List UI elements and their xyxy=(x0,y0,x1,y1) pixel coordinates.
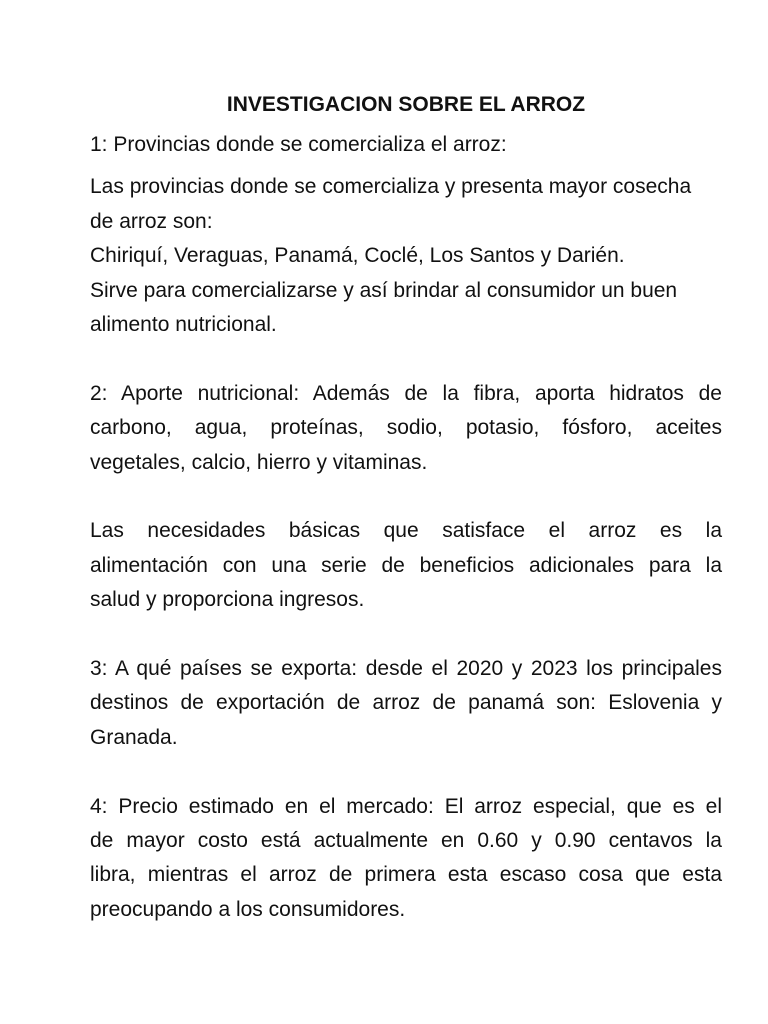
section-1-heading: 1: Provincias donde se comercializa el arroz: xyxy=(90,133,507,156)
paragraph-line: 4: Precio estimado en el mercado: El arroz especial, que es el xyxy=(90,794,722,818)
section-3-body xyxy=(90,652,722,755)
paragraph-line: 3: A qué países se exporta: desde el 2020 y 2023 los principales xyxy=(90,657,722,681)
document-title: INVESTIGACION SOBRE EL ARROZ xyxy=(226,93,586,116)
spacer xyxy=(90,162,722,170)
spacer xyxy=(90,342,722,376)
needs-paragraph xyxy=(90,514,722,617)
paragraph-line: 2: Aporte nutricional: Además de la fibra, aporta hidratos de xyxy=(90,381,722,405)
paragraph-line: de arroz son: xyxy=(90,209,213,233)
paragraph-line: carbono, agua, proteínas, sodio, potasio, fósforo, aceites xyxy=(90,416,722,440)
spacer xyxy=(90,480,722,514)
paragraph-line: destinos de exportación de arroz de panamá son: Eslovenia y xyxy=(90,691,722,715)
document-page xyxy=(90,88,722,927)
paragraph-line: preocupando a los consumidores. xyxy=(90,897,406,921)
paragraph-line: Granada. xyxy=(90,725,178,749)
section-1-body xyxy=(90,170,722,342)
section-4-body xyxy=(90,790,722,928)
paragraph-line: alimentación con una serie de beneficios adicionales para la xyxy=(90,553,722,577)
section-2-body xyxy=(90,377,722,480)
paragraph-line: salud y proporciona ingresos. xyxy=(90,588,365,612)
paragraph-line: Chiriquí, Veraguas, Panamá, Coclé, Los Santos y Darién. xyxy=(90,244,625,268)
paragraph-line: Las provincias donde se comercializa y presenta mayor cosecha xyxy=(90,175,692,199)
paragraph-line: alimento nutricional. xyxy=(90,313,277,337)
paragraph-line: Sirve para comercializarse y así brindar al consumidor un buen xyxy=(90,278,678,302)
paragraph-line: vegetales, calcio, hierro y vitaminas. xyxy=(90,450,428,474)
paragraph-line: libra, mientras el arroz de primera esta escaso cosa que esta xyxy=(90,863,722,887)
spacer xyxy=(90,755,722,789)
paragraph-line: Las necesidades básicas que satisface el arroz es la xyxy=(90,519,722,543)
spacer xyxy=(90,618,722,652)
paragraph-line: de mayor costo está actualmente en 0.60 y 0.90 centavos la xyxy=(90,829,722,853)
